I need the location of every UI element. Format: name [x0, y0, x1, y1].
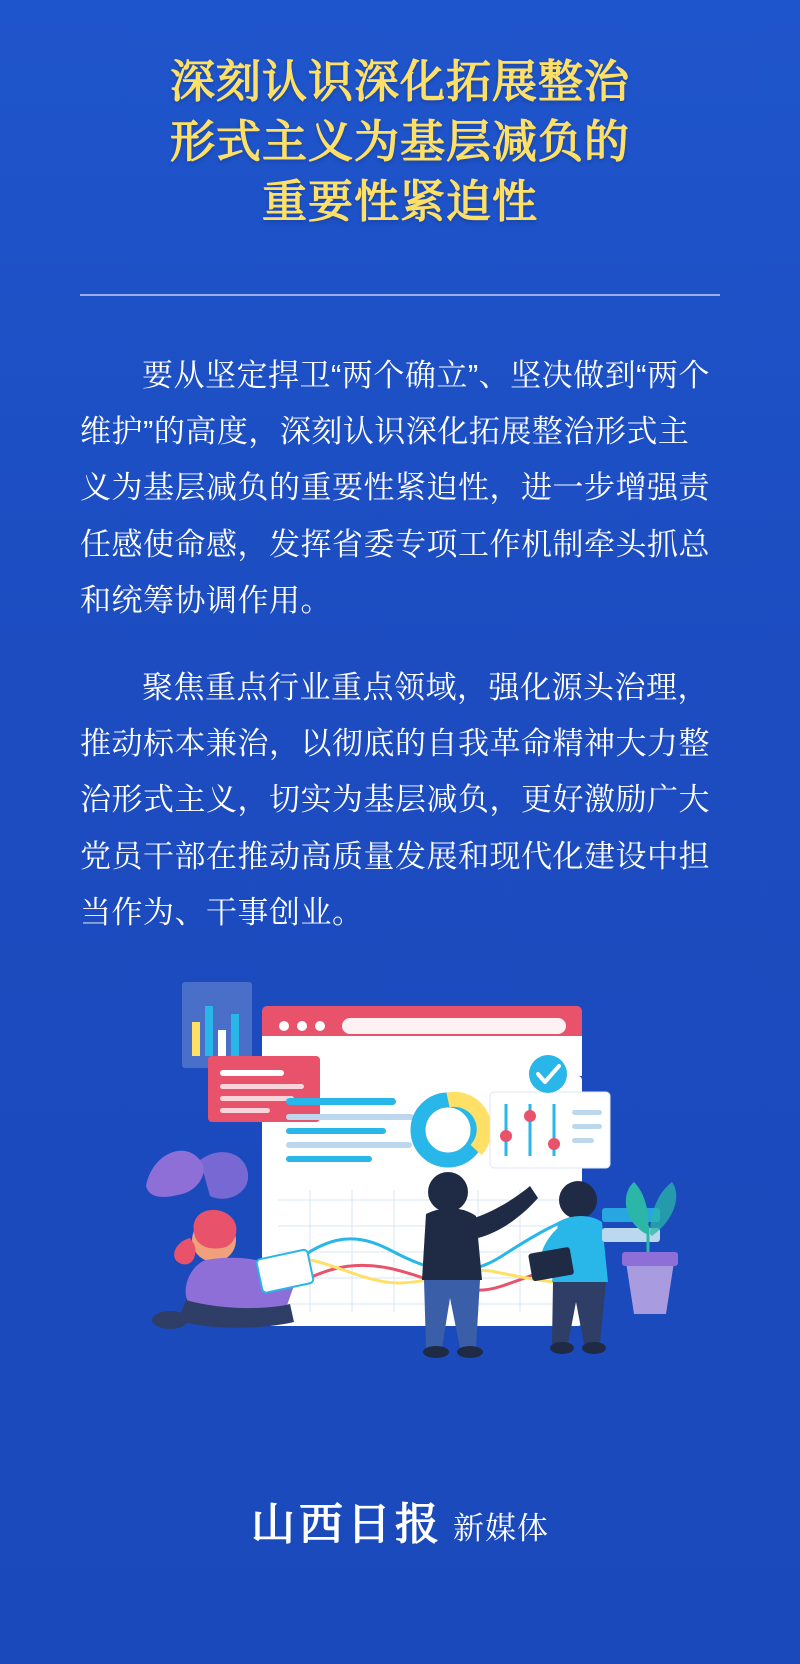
publisher-subtitle: 新媒体	[453, 1511, 549, 1546]
paragraph-2: 聚焦重点行业重点领域，强化源头治理，推动标本兼治，以彻底的自我革命精神大力整治形式主义，切实为基层减负，更好激励广大党员干部在推动高质量发展和现代化建设中担当作为、干事创业。	[80, 669, 710, 931]
title-line-2: 形式主义为基层减负的	[169, 115, 630, 167]
body-text	[80, 348, 720, 942]
title-line-3: 重要性紧迫性	[261, 175, 538, 227]
people-with-dashboard-illustration	[90, 964, 710, 1364]
paragraph-1: 要从坚定捍卫“两个确立”、坚决做到“两个维护”的高度，深刻认识深化拓展整治形式主义为基层减负的重要性紧迫性，进一步增强责任感使命感，发挥省委专项工作机制牵头抓总和统筹协调作用。	[80, 357, 710, 619]
page-title	[50, 52, 750, 232]
publisher-name: 山西日报	[251, 1500, 443, 1549]
footer-logo	[0, 1488, 800, 1552]
title-line-1: 深刻认识深化拓展整治	[169, 56, 630, 107]
title-divider	[80, 294, 720, 296]
